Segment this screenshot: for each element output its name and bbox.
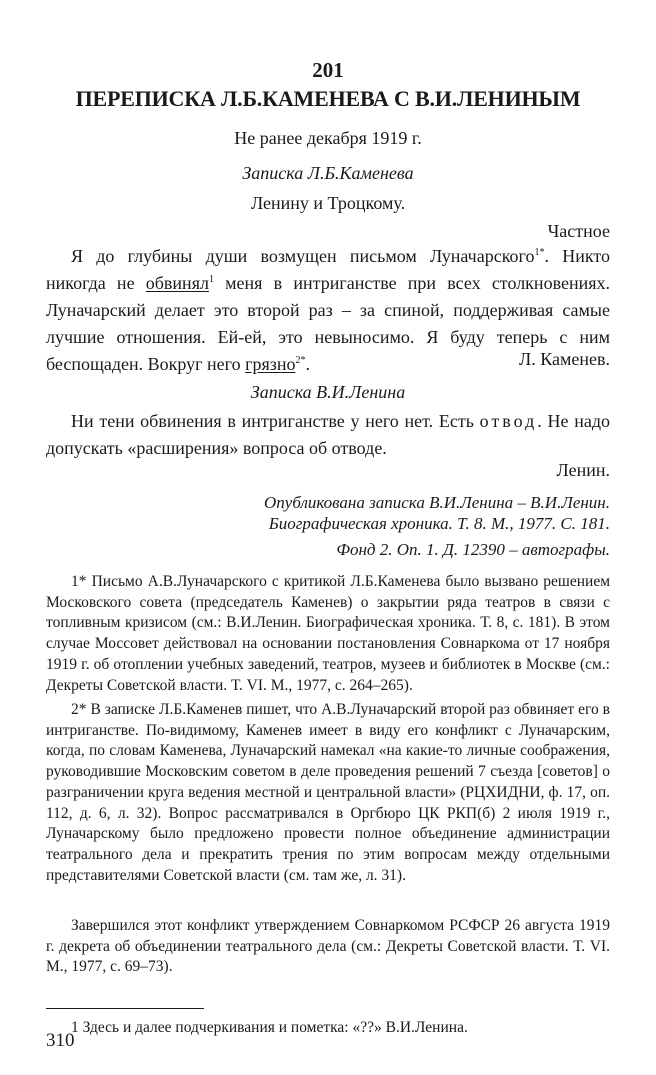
footnote-continuation: [46, 916, 610, 978]
footnote-ref-1star: 1*: [534, 247, 545, 258]
document-number: 201: [312, 58, 344, 82]
footnote-ref-2star: 2*: [295, 355, 306, 366]
page-number: 310: [46, 1030, 75, 1051]
note2-body-part1: Ни тени обвинения в интриганстве у него нет. Есть: [71, 411, 480, 431]
footnote-1star: [46, 572, 610, 696]
note1-signature: Л. Каменев.: [519, 349, 610, 369]
footnote-text: Письмо А.В.Луначарского с критикой Л.Б.Каменева было вызвано решением Московского совета (председатель Каменев) о закрытии ряда театров в связи с топливным кризисом (см.: В.И.Ленин. Биографическая хроника. Т. 8, с. 181). В этом случае Моссовет действовал на основании постановления Совнаркома от 17 ноября 1919 г. об отоплении учебных заведений, театров, музеев и библиотек в Москве (см.: Декреты Советской власти. Т. VI. М., 1977, с. 264–265).: [46, 573, 611, 694]
note2-heading: Записка В.И.Ленина: [250, 382, 406, 402]
footnote-ref-1: 1: [208, 274, 214, 285]
footnote-marker: 1*: [71, 573, 87, 590]
spaced-word-otvod: отвод: [479, 411, 538, 431]
note1-addressee: Ленину и Троцкому.: [250, 193, 406, 213]
publication-line1: Опубликована записка В.И.Ленина – В.И.Ленин.: [264, 493, 610, 512]
note2-body: [46, 408, 610, 462]
document-title: ПЕРЕПИСКА Л.Б.КАМЕНЕВА С В.И.ЛЕНИНЫМ: [75, 86, 581, 111]
bottom-footnote-text: Здесь и далее подчеркивания и пометка: «??» В.И.Ленина.: [82, 1019, 468, 1036]
document-date: Не ранее декабря 1919 г.: [234, 128, 422, 148]
underlined-word-gryazno: грязно: [245, 354, 296, 374]
note1-body-part1: Я до глубины души возмущен письмом Луначарского: [71, 246, 535, 266]
publication-line2: Биографическая хроника. Т. 8. М., 1977. С. 181.: [268, 514, 610, 533]
footnote-2star: [46, 700, 610, 886]
footnote-text: Завершился этот конфликт утверждением Совнаркомом РСФСР 26 августа 1919 г. декрета об объединении театрального дела (см.: Декреты Советской власти. Т. VI. М., 1977, с. 69–73).: [46, 917, 610, 976]
note2-signature: Ленин.: [556, 460, 610, 480]
underlined-word-obvinyal: обвинял: [145, 273, 209, 293]
footnote-marker: 2*: [71, 701, 87, 718]
note1-heading: Записка Л.Б.Каменева: [242, 163, 414, 183]
note1-body-part2: . Никто никогда не: [46, 246, 610, 293]
bottom-footnote: [46, 1018, 610, 1038]
note1-mark: Частное: [547, 221, 610, 241]
archive-reference: Фонд 2. Оп. 1. Д. 12390 – автографы.: [336, 540, 610, 559]
footnote-divider: [46, 1008, 204, 1009]
note1-body-part3: меня в интриганстве при всех столкновениях. Луначарский делает это второй раз – за спиной, поддерживая самые лучшие отношения. Ей-ей, это невыносимо. Я буду теперь с ним беспощаден. Вокруг него: [46, 273, 610, 374]
note1-body-part4: .: [305, 354, 310, 374]
note2-body-part2: . Не надо допускать «расширения» вопроса об отводе.: [46, 411, 610, 458]
bottom-footnote-marker: 1: [71, 1019, 79, 1036]
footnote-text: В записке Л.Б.Каменев пишет, что А.В.Луначарский второй раз обвиняет его в интриганстве. По-видимому, Каменев имеет в виду его конфликт с Луначарским, когда, по словам Каменева, Луначарский намекал «на какие-то личные соображения, руководившие Московским советом в деле проведения решений 7 съезда [советов] о разграничении круга ведения местной и центральной власти» (РЦХИДНИ, ф. 17, оп. 112, д. 6, л. 32). Вопрос рассматривался в Оргбюро ЦК РКП(б) 2 июля 1919 г., Луначарскому было предложено провести полное объединение администрации театрального дела и прекратить трения по этим вопросам между отдельными представителями Советской власти (см. там же, л. 31).: [46, 701, 610, 884]
